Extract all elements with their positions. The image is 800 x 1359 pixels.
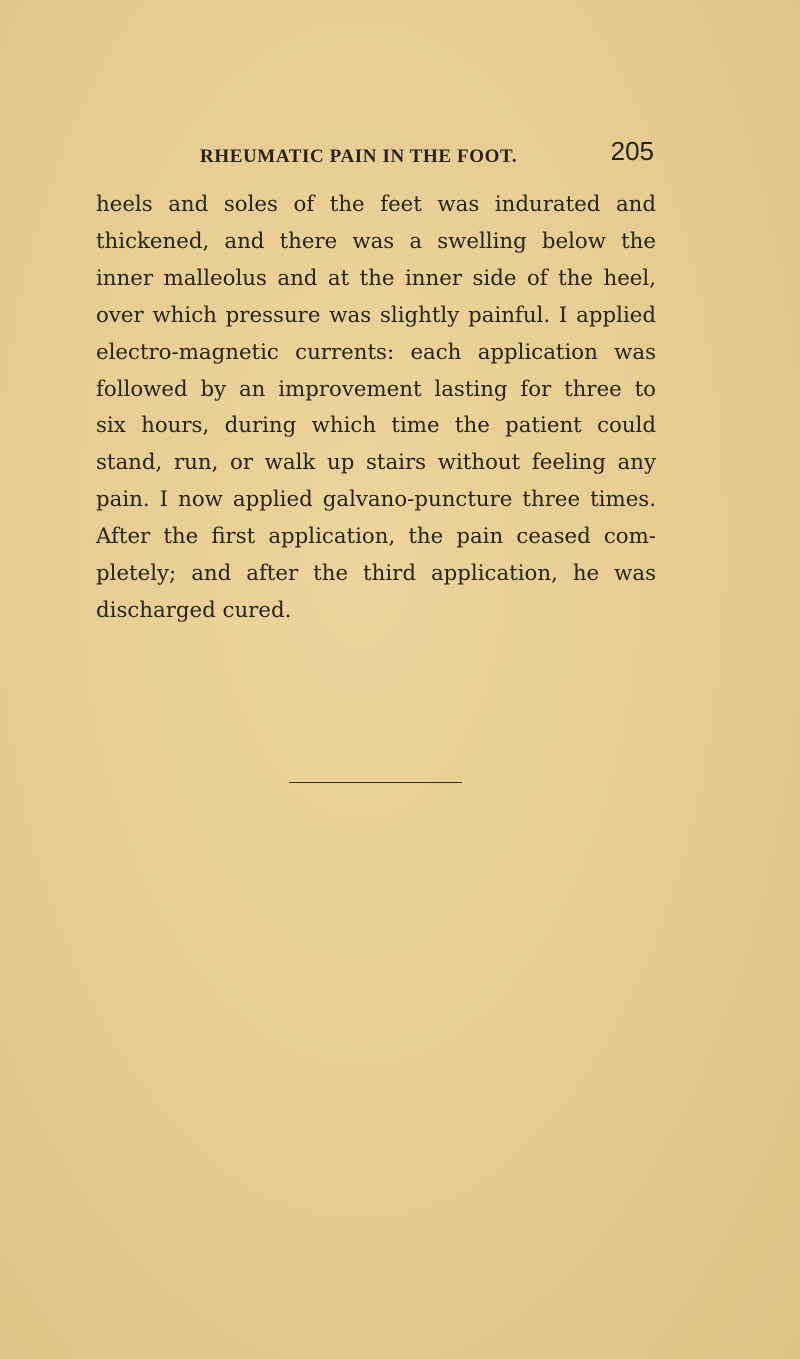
running-title: RHEUMATIC PAIN IN THE FOOT. xyxy=(200,146,518,167)
text-line: over which pressure was slightly painful. I applied xyxy=(96,302,656,328)
text-line: After the first application, the pain ceased com- xyxy=(96,524,656,550)
text-line: discharged cured. xyxy=(96,597,292,623)
text-line: stand, run, or walk up stairs without feeling any xyxy=(96,450,656,476)
page-number: 205 xyxy=(610,136,654,166)
text-line: six hours, during which time the patient could xyxy=(96,413,656,439)
text-line: electro-magnetic currents: each application was xyxy=(96,339,656,365)
text-line: heels and soles of the feet was indurated and xyxy=(96,192,656,217)
section-end-rule xyxy=(289,782,462,783)
text-line: pain. I now applied galvano-puncture three times. xyxy=(96,487,656,513)
text-line: pletely; and after the third application, he was xyxy=(96,561,656,587)
body-paragraph xyxy=(96,187,656,630)
running-head xyxy=(96,136,656,172)
text-line: inner malleolus and at the inner side of the heel, xyxy=(96,265,656,291)
text-line: thickened, and there was a swelling below the xyxy=(96,228,656,254)
text-line: followed by an improvement lasting for three to xyxy=(96,376,656,402)
